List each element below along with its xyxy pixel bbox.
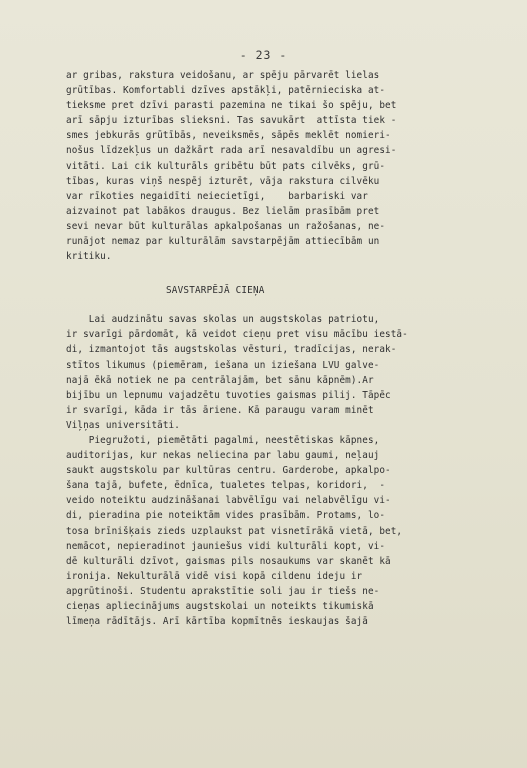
section-heading-block xyxy=(66,264,466,312)
text-line: ar gribas, rakstura veidošanu, ar spēju pārvarēt lielas xyxy=(66,70,380,81)
page-number: - 23 - xyxy=(239,48,288,62)
text-line: ir svarīgi, kāda ir tās āriene. Kā paraugu varam minēt xyxy=(66,404,374,416)
text-line: tieksme pret dzīvi parasti pazemina ne tikai šo spēju, bet xyxy=(66,100,397,112)
text-line: ironija. Nekulturālā vidē visi kopā cildenu ideju ir xyxy=(66,570,363,582)
text-line: tosa brīnišķais zieds uzplaukst pat visnetīrākā vietā, bet, xyxy=(66,525,403,537)
document-body xyxy=(66,68,466,629)
text-line: nošus līdzekļus un dažkārt rada arī nesavaldību un agresi- xyxy=(66,145,397,157)
text-line: di, pieradina pie noteiktām vides prasībām. Protams, lo- xyxy=(66,510,386,522)
text-line: arī sāpju izturības slieksni. Tas savukārt attīsta tiek - xyxy=(66,115,397,127)
text-line: līmeņa rādītājs. Arī kārtība kopmītnēs ieskaujas šajā xyxy=(66,616,368,628)
text-line: bijību un lepnumu vajadzētu tuvoties gaismas pilij. Tāpēc xyxy=(66,389,391,401)
text-line: apgrūtinoši. Studentu aprakstītie soli jau ir tiešs ne- xyxy=(66,585,380,597)
paragraph-vide xyxy=(66,433,466,629)
text-line: smes jebkurās grūtībās, neveiksmēs, sāpēs meklēt nomieri- xyxy=(66,130,391,142)
text-line: ir svarīgi pārdomāt, kā veidot cieņu pret visu mācību iestā- xyxy=(66,329,408,341)
text-line: šana tajā, bufete, ēdnīca, tualetes telpas, koridori, - xyxy=(66,480,386,492)
text-line: tības, kuras viņš nespēj izturēt, vāja rakstura cilvēku xyxy=(66,175,380,187)
text-line: auditorijas, kur nekas neliecina par labu gaumi, neļauj xyxy=(66,450,380,462)
text-line: kritiku. xyxy=(66,251,112,263)
text-line: nemācot, nepieradinot jauniešus vidi kulturāli kopt, vi- xyxy=(66,540,386,552)
section-heading: SAVSTARPĒJĀ CIEŅA xyxy=(166,285,265,297)
text-line: saukt augstskolu par kultūras centru. Garderobe, apkalpo- xyxy=(66,465,391,477)
paragraph-patriotisms xyxy=(66,312,466,433)
text-line: Lai audzinātu savas skolas un augstskolas patriotu, xyxy=(66,314,380,326)
text-line: runājot nemaz par kulturālām savstarpējām attiecībām un xyxy=(66,236,380,248)
text-line: vitāti. Lai cik kulturāls gribētu būt pats cilvēks, grū- xyxy=(66,160,386,172)
text-line: aizvainot pat labākos draugus. Bez lielām prasībām pret xyxy=(66,205,380,217)
text-line: stītos likumus (piemēram, iešana un iziešana LVU galve- xyxy=(66,359,380,371)
text-line: dē kulturāli dzīvot, gaismas pils nosaukums var skanēt kā xyxy=(66,555,391,567)
text-line: sevi nevar būt kulturālas apkalpošanas un ražošanas, ne- xyxy=(66,220,386,232)
text-line: najā ēkā notiek ne pa centrālajām, bet sānu kāpnēm).Ar xyxy=(66,374,374,386)
text-line: var rīkoties negaidīti neiecietīgi, barbariski var xyxy=(66,190,368,202)
text-line: veido noteiktu audzināšanai labvēlīgu vai nelabvēlīgu vi- xyxy=(66,495,391,507)
text-line: Piegružoti, piemētāti pagalmi, neestētiskas kāpnes, xyxy=(66,434,380,446)
paragraph-rakstura xyxy=(66,68,466,264)
text-line: cieņas apliecinājums augstskolai un noteikts tikumiskā xyxy=(66,601,374,612)
text-line: Viļņas universitāti. xyxy=(66,419,180,431)
text-line: di, izmantojot tās augstskolas vēsturi, tradīcijas, nerak- xyxy=(66,344,397,356)
text-line: grūtības. Komfortabli dzīves apstākļi, patērnieciska at- xyxy=(66,85,386,97)
